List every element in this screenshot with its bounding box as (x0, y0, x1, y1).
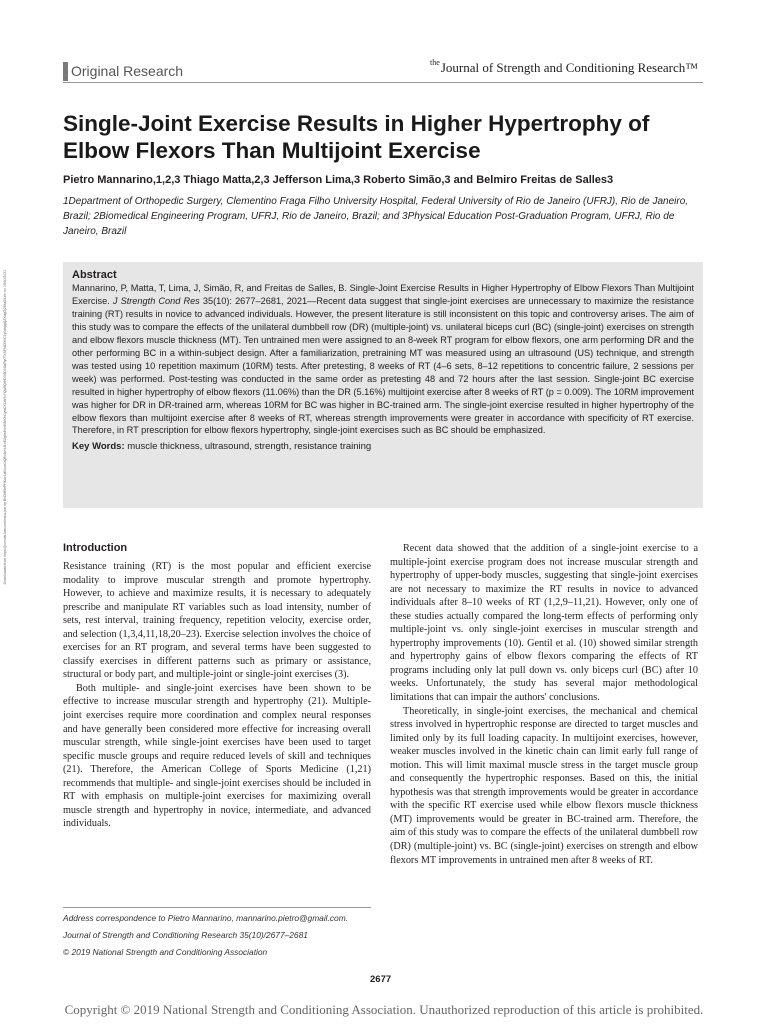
article-title: Single-Joint Exercise Results in Higher Hypertrophy of Elbow Flexors Than Multijoint Exercise (63, 111, 650, 163)
journal-name: Journal of Strength and Conditioning Research™ (440, 60, 698, 75)
journal-prefix: the (430, 58, 440, 67)
intro-paragraph-3: Recent data showed that the addition of a single-joint exercise to a multiple-joint exercise program does not increase muscular strength and hypertrophy of upper-body muscles, suggesting that single-joint exercises are not necessary to maximize the RT results in novice to advanced individuals after 8–10 weeks of RT (1,2,9–11,21). However, only one of these studies actually compared the long-term effects of performing only multiple-joint vs. only single-joint exercises in muscular strength and hypertrophy improvements (10). Gentil et al. (10) showed similar strength and hypertrophy gains of elbow flexors comparing the effects of RT programs including only lat pull down vs. only biceps curl (BC) after 10 weeks. Unfortunately, the study has several major methodological limitations that can impair the authors' conclusions. (390, 543, 698, 704)
copyright-footer: Copyright © 2019 National Strength and Conditioning Association. Unauthorized reproduction of this article is prohibited. (64, 1002, 704, 1017)
intro-paragraph-1: Resistance training (RT) is the most popular and efficient exercise modality to improve muscular strength and promote hypertrophy. However, to achieve and maximize results, it is necessary to adequately prescribe and manipulate RT variables such as load intensity, number of sets, rest interval, training frequency, repetition velocity, exercise order, and selection (1,3,4,11,18,20–23). Exercise selection involves the choice of exercises for an RT program, and several terms have been suggested to classify exercises in different patterns such as primary or assistance, structural or body part, and multiple-joint or single-joint exercises (3). (63, 561, 371, 681)
abstract-heading: Abstract (72, 269, 117, 281)
keywords-list: muscle thickness, ultrasound, strength, resistance training (127, 441, 372, 453)
correspondence-note: Address correspondence to Pietro Mannarino, mannarino.pietro@gmail.com. (63, 913, 349, 923)
download-side-note-text: Downloaded from https://journals.lww.com/nsca-jscr by BhDMf5ePHKav1zEoum1tQfN4a+kJLhEZgbsIHo4XMi0hCywCX1AWnYQp/IlQrHD3i3D0OdRyi7TvSFl4Cf3VC1y0abggQZXdgGj2MwlZLel= on 09/30/2021 (3, 270, 7, 585)
abstract-text (72, 282, 694, 437)
abstract-box (63, 262, 703, 508)
page-number: 2677 (370, 974, 392, 985)
journal-logo (430, 58, 698, 76)
abstract-body: 35(10): 2677–2681, 2021—Recent data suggest that single-joint exercises are unnecessary to maximize the resistance training (RT) results in novice to advanced individuals. However, the present literature is still inconsistent on this topic and controversy arises. The aim of this study was to compare the effects of the unilateral dumbbell row (DR) (multiple-joint) vs. unilateral biceps curl (BC) (single-joint) exercises on strength and elbow flexors muscle thickness (MT). Ten untrained men were assigned to an 8-week RT program for elbow flexors, one arm performing DR and the other performing BC in a within-subject design. After a familiarization, pretraining MT was measured using an ultrasound (US) technique, and strength was tested using 10 repetition maximum (10RM) tests. After pretesting, 8 weeks of RT (4–6 sets, 8–12 repetitions to concentric failure, 2 sessions per week) was performed. Post-testing was conducted in the same order as pretesting 48 and 72 hours after the last session. Single-joint BC exercise resulted in higher hypertrophy of elbow flexors (11.06%) than the DR (5.16%) multijoint exercise after 8 weeks of RT (p = 0.009). The 10RM improvement was higher for DR in DR-trained arm, whereas 10RM for BC was higher in BC-trained arm. The single-joint exercise resulted in higher hypertrophy of the elbow flexors than multijoint exercise after 8 weeks of RT, whereas strength improvements were greater in accordance with specificity of RT exercise. Therefore, in RT prescription for elbow flexors hypertrophy, single-joint exercises such as BC should be emphasized. (72, 295, 694, 436)
intro-paragraph-4: Theoretically, in single-joint exercises, the mechanical and chemical stress involved in hypertrophic response are directed to target muscles and limited only by its full loading capacity. In multijoint exercises, however, weaker muscles involved in the kinetic chain can limit early full range of motion. This will limit maximal muscle stress in the target muscle group and consequently the hypertrophic responses. Based on this, the initial hypothesis was that strength improvements would be greater in accordance with the specific RT exercise used while elbow flexors muscle thickness (MT) improvements would be greater in BC-trained arm. Therefore, the aim of this study was to compare the effects of the unilateral dumbbell row (DR) (multiple-joint) vs. BC (single-joint) exercises on strength and elbow flexors MT improvements in untrained men after 8 weeks of RT. (390, 705, 698, 866)
right-column (390, 542, 698, 867)
abstract-citation: Mannarino, P, Matta, T, Lima, J, Simão, R, and Freitas de Salles, B. Single-Joint Exercise Results in Higher Hypertrophy of Elbow Flexors Than Multijoint Exercise. (72, 283, 694, 306)
section-marker-bar (63, 62, 68, 81)
journal-citation-note: Journal of Strength and Conditioning Research 35(10)/2677–2681 (63, 930, 308, 940)
affiliations: 1Department of Orthopedic Surgery, Clementino Fraga Filho University Hospital, Federal University of Rio de Janeiro (UFRJ), Rio de Janeiro, Brazil; 2Biomedical Engineering Program, UFRJ, Rio de Janeiro, Brazil; and 3Physical Education Post-Graduation Program, UFRJ, Rio de Janeiro, Brazil (63, 196, 689, 237)
footnote-rule (63, 907, 371, 908)
keywords (72, 441, 694, 452)
header-rule (63, 82, 703, 83)
download-side-note (3, 270, 9, 690)
intro-paragraph-2: Both multiple- and single-joint exercises have been shown to be effective to increase muscular strength and hypertrophy (21). Multiple-joint exercises require more coordination and complex neural responses and have generally been considered more effective for increasing overall muscular strength, while single-joint exercises have been used to target specific muscle groups and require reduced levels of skill and techniques (21). Therefore, the American College of Sports Medicine (1,21) recommends that multiple- and single-joint exercises should be included in RT with emphasis on multiple-joint exercises for maximizing overall muscle strength and hypertrophy in novice, intermediate, and advanced individuals. (63, 682, 371, 830)
section-label: Original Research (71, 63, 184, 79)
copyright-note: © 2019 National Strength and Conditioning Association (63, 947, 268, 957)
left-column (63, 542, 371, 831)
abstract-journal-ref: J Strength Cond Res (112, 295, 200, 306)
keywords-label: Key Words: (72, 441, 125, 453)
introduction-heading: Introduction (63, 542, 128, 554)
author-list: Pietro Mannarino,1,2,3 Thiago Matta,2,3 Jefferson Lima,3 Roberto Simão,3 and Belmiro Freitas de Salles3 (63, 174, 614, 186)
